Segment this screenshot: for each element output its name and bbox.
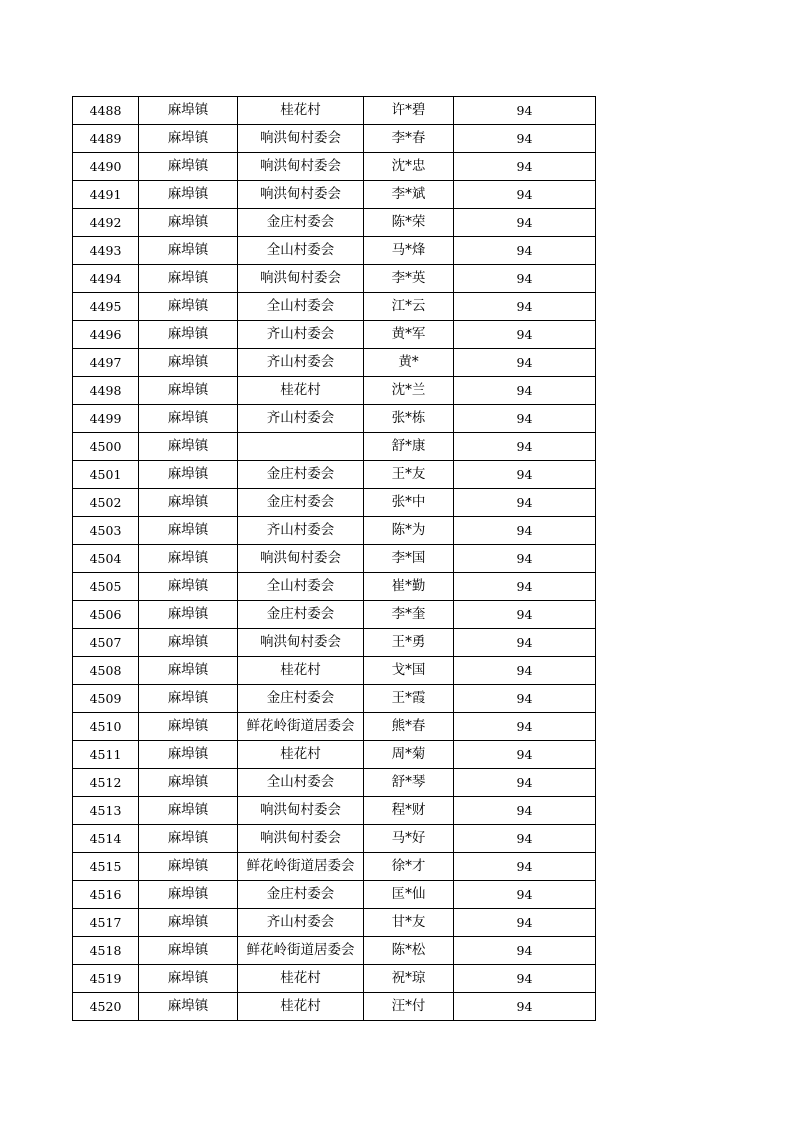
score-cell: 94 [454,713,596,741]
town-cell: 麻埠镇 [139,349,238,377]
serial-number-cell: 4505 [73,573,139,601]
score-cell: 94 [454,573,596,601]
serial-number-cell: 4517 [73,909,139,937]
name-cell: 沈*忠 [364,153,454,181]
score-cell: 94 [454,545,596,573]
serial-number-cell: 4513 [73,797,139,825]
name-cell: 马*烽 [364,237,454,265]
table-row [73,433,596,461]
town-cell: 麻埠镇 [139,461,238,489]
town-cell: 麻埠镇 [139,825,238,853]
score-cell: 94 [454,265,596,293]
village-cell: 齐山村委会 [238,321,364,349]
score-cell: 94 [454,461,596,489]
name-cell: 戈*国 [364,657,454,685]
serial-number-cell: 4509 [73,685,139,713]
town-cell: 麻埠镇 [139,405,238,433]
village-cell: 响洪甸村委会 [238,125,364,153]
table-row [73,797,596,825]
table-row [73,741,596,769]
town-cell: 麻埠镇 [139,237,238,265]
village-cell: 齐山村委会 [238,405,364,433]
records-table-body [73,97,596,1021]
town-cell: 麻埠镇 [139,517,238,545]
score-cell: 94 [454,377,596,405]
name-cell: 黄* [364,349,454,377]
village-cell: 桂花村 [238,741,364,769]
table-row [73,629,596,657]
serial-number-cell: 4498 [73,377,139,405]
serial-number-cell: 4494 [73,265,139,293]
table-row [73,349,596,377]
name-cell: 黄*军 [364,321,454,349]
table-row [73,321,596,349]
serial-number-cell: 4492 [73,209,139,237]
serial-number-cell: 4501 [73,461,139,489]
town-cell: 麻埠镇 [139,685,238,713]
table-row [73,881,596,909]
serial-number-cell: 4489 [73,125,139,153]
score-cell: 94 [454,769,596,797]
score-cell: 94 [454,517,596,545]
score-cell: 94 [454,405,596,433]
name-cell: 王*勇 [364,629,454,657]
town-cell: 麻埠镇 [139,881,238,909]
town-cell: 麻埠镇 [139,153,238,181]
town-cell: 麻埠镇 [139,321,238,349]
town-cell: 麻埠镇 [139,853,238,881]
score-cell: 94 [454,489,596,517]
name-cell: 熊*春 [364,713,454,741]
score-cell: 94 [454,125,596,153]
score-cell: 94 [454,741,596,769]
town-cell: 麻埠镇 [139,629,238,657]
score-cell: 94 [454,797,596,825]
village-cell: 金庄村委会 [238,461,364,489]
name-cell: 王*霞 [364,685,454,713]
town-cell: 麻埠镇 [139,769,238,797]
town-cell: 麻埠镇 [139,377,238,405]
village-cell: 金庄村委会 [238,489,364,517]
town-cell: 麻埠镇 [139,433,238,461]
table-row [73,461,596,489]
score-cell: 94 [454,685,596,713]
table-row [73,965,596,993]
village-cell [238,433,364,461]
serial-number-cell: 4520 [73,993,139,1021]
score-cell: 94 [454,321,596,349]
serial-number-cell: 4514 [73,825,139,853]
serial-number-cell: 4493 [73,237,139,265]
serial-number-cell: 4511 [73,741,139,769]
town-cell: 麻埠镇 [139,993,238,1021]
town-cell: 麻埠镇 [139,601,238,629]
table-row [73,237,596,265]
village-cell: 桂花村 [238,965,364,993]
village-cell: 全山村委会 [238,237,364,265]
name-cell: 马*好 [364,825,454,853]
name-cell: 李*斌 [364,181,454,209]
serial-number-cell: 4519 [73,965,139,993]
village-cell: 鲜花岭街道居委会 [238,937,364,965]
score-cell: 94 [454,349,596,377]
serial-number-cell: 4491 [73,181,139,209]
score-cell: 94 [454,237,596,265]
village-cell: 响洪甸村委会 [238,797,364,825]
village-cell: 响洪甸村委会 [238,265,364,293]
serial-number-cell: 4497 [73,349,139,377]
village-cell: 全山村委会 [238,573,364,601]
serial-number-cell: 4496 [73,321,139,349]
name-cell: 李*英 [364,265,454,293]
name-cell: 舒*琴 [364,769,454,797]
town-cell: 麻埠镇 [139,265,238,293]
serial-number-cell: 4506 [73,601,139,629]
village-cell: 响洪甸村委会 [238,153,364,181]
table-row [73,489,596,517]
serial-number-cell: 4512 [73,769,139,797]
name-cell: 江*云 [364,293,454,321]
table-row [73,377,596,405]
serial-number-cell: 4500 [73,433,139,461]
town-cell: 麻埠镇 [139,909,238,937]
table-row [73,685,596,713]
name-cell: 李*春 [364,125,454,153]
table-row [73,713,596,741]
serial-number-cell: 4518 [73,937,139,965]
village-cell: 响洪甸村委会 [238,545,364,573]
town-cell: 麻埠镇 [139,125,238,153]
table-row [73,769,596,797]
name-cell: 祝*琼 [364,965,454,993]
score-cell: 94 [454,937,596,965]
name-cell: 舒*康 [364,433,454,461]
town-cell: 麻埠镇 [139,657,238,685]
serial-number-cell: 4495 [73,293,139,321]
records-table [72,96,596,1021]
score-cell: 94 [454,629,596,657]
name-cell: 张*栋 [364,405,454,433]
village-cell: 齐山村委会 [238,349,364,377]
village-cell: 桂花村 [238,657,364,685]
town-cell: 麻埠镇 [139,573,238,601]
name-cell: 张*中 [364,489,454,517]
score-cell: 94 [454,209,596,237]
score-cell: 94 [454,825,596,853]
village-cell: 响洪甸村委会 [238,825,364,853]
village-cell: 响洪甸村委会 [238,181,364,209]
name-cell: 徐*才 [364,853,454,881]
name-cell: 陈*荣 [364,209,454,237]
table-row [73,825,596,853]
name-cell: 李*国 [364,545,454,573]
serial-number-cell: 4515 [73,853,139,881]
village-cell: 鲜花岭街道居委会 [238,713,364,741]
table-row [73,657,596,685]
town-cell: 麻埠镇 [139,545,238,573]
name-cell: 李*奎 [364,601,454,629]
table-row [73,181,596,209]
name-cell: 甘*友 [364,909,454,937]
town-cell: 麻埠镇 [139,97,238,125]
name-cell: 许*碧 [364,97,454,125]
town-cell: 麻埠镇 [139,713,238,741]
town-cell: 麻埠镇 [139,209,238,237]
table-row [73,601,596,629]
serial-number-cell: 4499 [73,405,139,433]
village-cell: 金庄村委会 [238,209,364,237]
name-cell: 王*友 [364,461,454,489]
table-row [73,265,596,293]
score-cell: 94 [454,433,596,461]
table-row [73,573,596,601]
name-cell: 周*菊 [364,741,454,769]
table-row [73,517,596,545]
village-cell: 金庄村委会 [238,601,364,629]
village-cell: 金庄村委会 [238,685,364,713]
serial-number-cell: 4488 [73,97,139,125]
score-cell: 94 [454,601,596,629]
village-cell: 桂花村 [238,97,364,125]
serial-number-cell: 4510 [73,713,139,741]
town-cell: 麻埠镇 [139,489,238,517]
score-cell: 94 [454,853,596,881]
table-row [73,153,596,181]
score-cell: 94 [454,153,596,181]
table-row [73,209,596,237]
village-cell: 鲜花岭街道居委会 [238,853,364,881]
name-cell: 陈*为 [364,517,454,545]
score-cell: 94 [454,97,596,125]
table-row [73,545,596,573]
serial-number-cell: 4504 [73,545,139,573]
name-cell: 崔*勤 [364,573,454,601]
village-cell: 桂花村 [238,377,364,405]
table-row [73,993,596,1021]
serial-number-cell: 4516 [73,881,139,909]
table-row [73,293,596,321]
score-cell: 94 [454,993,596,1021]
score-cell: 94 [454,293,596,321]
serial-number-cell: 4490 [73,153,139,181]
serial-number-cell: 4507 [73,629,139,657]
village-cell: 响洪甸村委会 [238,629,364,657]
village-cell: 桂花村 [238,993,364,1021]
serial-number-cell: 4502 [73,489,139,517]
serial-number-cell: 4503 [73,517,139,545]
score-cell: 94 [454,909,596,937]
table-row [73,853,596,881]
score-cell: 94 [454,657,596,685]
village-cell: 齐山村委会 [238,909,364,937]
name-cell: 汪*付 [364,993,454,1021]
score-cell: 94 [454,181,596,209]
name-cell: 陈*松 [364,937,454,965]
name-cell: 匡*仙 [364,881,454,909]
town-cell: 麻埠镇 [139,293,238,321]
town-cell: 麻埠镇 [139,965,238,993]
table-row [73,937,596,965]
score-cell: 94 [454,881,596,909]
table-row [73,125,596,153]
town-cell: 麻埠镇 [139,741,238,769]
village-cell: 全山村委会 [238,769,364,797]
score-cell: 94 [454,965,596,993]
village-cell: 全山村委会 [238,293,364,321]
table-row [73,909,596,937]
name-cell: 沈*兰 [364,377,454,405]
village-cell: 金庄村委会 [238,881,364,909]
town-cell: 麻埠镇 [139,797,238,825]
town-cell: 麻埠镇 [139,937,238,965]
table-row [73,405,596,433]
town-cell: 麻埠镇 [139,181,238,209]
village-cell: 齐山村委会 [238,517,364,545]
serial-number-cell: 4508 [73,657,139,685]
table-row [73,97,596,125]
name-cell: 程*财 [364,797,454,825]
